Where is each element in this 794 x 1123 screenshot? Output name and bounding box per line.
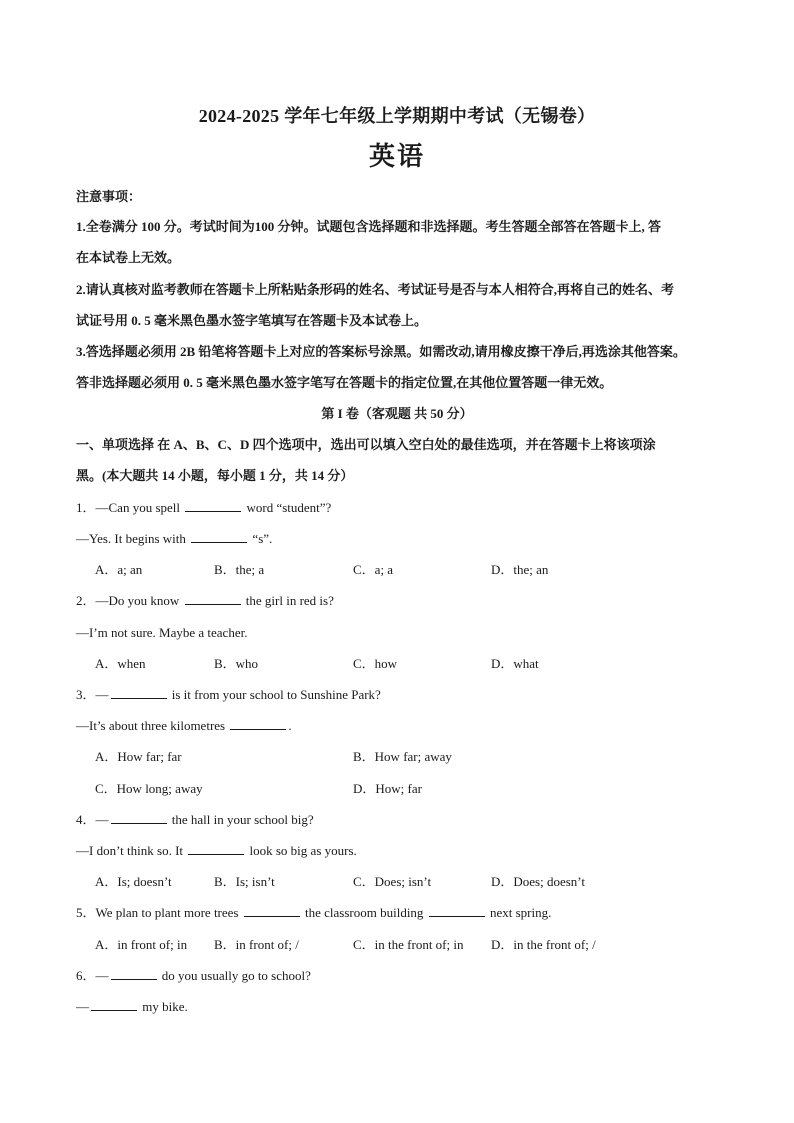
question-2-stem	[76, 592, 724, 610]
question-4-reply-a: —I don’t think so. It	[76, 843, 187, 858]
question-3-option-d: D．How; far	[353, 781, 422, 796]
question-2-option-a: A．when	[95, 656, 146, 671]
question-6-reply-b: my bike.	[139, 999, 188, 1014]
question-2-reply: —I’m not sure. Maybe a teacher.	[76, 625, 248, 640]
question-2-option-d: D．what	[491, 656, 539, 671]
question-5-text-a: 5．We plan to plant more trees	[76, 905, 242, 920]
question-4-stem	[76, 811, 724, 829]
answer-blank	[230, 717, 286, 730]
question-5-text-b: the classroom building	[301, 905, 427, 920]
notice-item-2-line-1: 2.请认真核对监考教师在答题卡上所粘贴条形码的姓名、考试证号是否与本人相符合,再将自己的姓名、考	[76, 282, 675, 297]
section-1-instructions-line-2: 黑。(本大题共 14 小题，每小题 1 分，共 14 分）	[76, 468, 354, 483]
question-1-option-d: D．the; an	[491, 562, 549, 577]
question-6-reply-a: —	[76, 999, 89, 1014]
question-6-reply	[76, 998, 724, 1016]
answer-blank	[111, 686, 167, 699]
answer-blank	[111, 967, 157, 980]
question-3-text-a: 3．—	[76, 687, 109, 702]
answer-blank	[429, 904, 485, 917]
notice-item-3-line-2: 答非选择题必须用 0. 5 毫米黑色墨水签字笔写在答题卡的指定位置,在其他位置答题一律无效。	[76, 375, 613, 390]
question-2-option-b: B．who	[214, 656, 259, 671]
question-3-option-c: C．How long; away	[95, 781, 203, 796]
question-1-option-b: B．the; a	[214, 562, 265, 577]
question-3-option-a: A．How far; far	[95, 749, 182, 764]
question-3-text-b: is it from your school to Sunshine Park?	[168, 687, 381, 702]
question-1-reply-b: “s”.	[249, 531, 273, 546]
question-5-text-c: next spring.	[486, 905, 552, 920]
question-5-option-d: D．in the front of; /	[491, 937, 596, 952]
question-5-option-a: A．in front of; in	[95, 937, 188, 952]
question-2-text-a: 2．—Do you know	[76, 593, 183, 608]
notice-item-1-line-2: 在本试卷上无效。	[76, 250, 181, 265]
part-1-title: 第 I 卷（客观题 共 50 分）	[321, 406, 473, 421]
answer-blank	[111, 811, 167, 824]
question-1-text-b: word “student”?	[243, 500, 332, 515]
question-4-text-b: the hall in your school big?	[168, 812, 314, 827]
question-1-reply	[76, 530, 724, 548]
question-5-option-b: B．in front of; /	[214, 937, 299, 952]
exam-title: 2024-2025 学年七年级上学期期中考试（无锡卷）	[198, 106, 596, 126]
question-5-option-c: C．in the front of; in	[353, 937, 464, 952]
answer-blank	[185, 592, 241, 605]
question-3-stem	[76, 686, 724, 704]
question-4-option-d: D．Does; doesn’t	[491, 874, 586, 889]
question-3-reply	[76, 717, 724, 735]
question-3-reply-b: .	[288, 718, 292, 733]
question-4-option-a: A．Is; doesn’t	[95, 874, 172, 889]
subject-title: 英语	[368, 142, 425, 171]
question-2-text-b: the girl in red is?	[242, 593, 334, 608]
question-6-text-a: 6．—	[76, 968, 109, 983]
question-5-stem	[76, 904, 724, 922]
answer-blank	[244, 904, 300, 917]
answer-blank	[188, 842, 244, 855]
question-1-option-c: C．a; a	[353, 562, 394, 577]
question-3-option-b: B．How far; away	[353, 749, 452, 764]
question-6-stem	[76, 967, 724, 985]
question-1-text-a: 1．—Can you spell	[76, 500, 184, 515]
question-1-stem	[76, 499, 724, 517]
question-1-option-a: A．a; an	[95, 562, 143, 577]
answer-blank	[185, 499, 241, 512]
question-4-option-c: C．Does; isn’t	[353, 874, 432, 889]
question-1-reply-a: —Yes. It begins with	[76, 531, 190, 546]
notice-heading: 注意事项：	[76, 189, 142, 204]
answer-blank	[91, 998, 137, 1011]
question-4-reply-b: look so big as yours.	[246, 843, 357, 858]
question-4-text-a: 4．—	[76, 812, 109, 827]
question-4-reply	[76, 842, 724, 860]
notice-item-2-line-2: 试证号用 0. 5 毫米黑色墨水签字笔填写在答题卡及本试卷上。	[76, 313, 428, 328]
answer-blank	[191, 530, 247, 543]
question-3-reply-a: —It’s about three kilometres	[76, 718, 229, 733]
notice-item-3-line-1: 3.答选择题必须用 2B 铅笔将答题卡上对应的答案标号涂黑。如需改动,请用橡皮擦干净后,再选涂其他答案。	[76, 344, 686, 359]
question-2-option-c: C．how	[353, 656, 398, 671]
section-1-instructions-line-1: 一、单项选择 在 A、B、C、D 四个选项中，选出可以填入空白处的最佳选项，并在答题卡上将该项涂	[76, 437, 656, 452]
question-4-option-b: B．Is; isn’t	[214, 874, 275, 889]
notice-item-1-line-1: 1.全卷满分 100 分。考试时间为100 分钟。试题包含选择题和非选择题。考生答题全部答在答题卡上, 答	[76, 219, 662, 234]
question-6-text-b: do you usually go to school?	[158, 968, 311, 983]
